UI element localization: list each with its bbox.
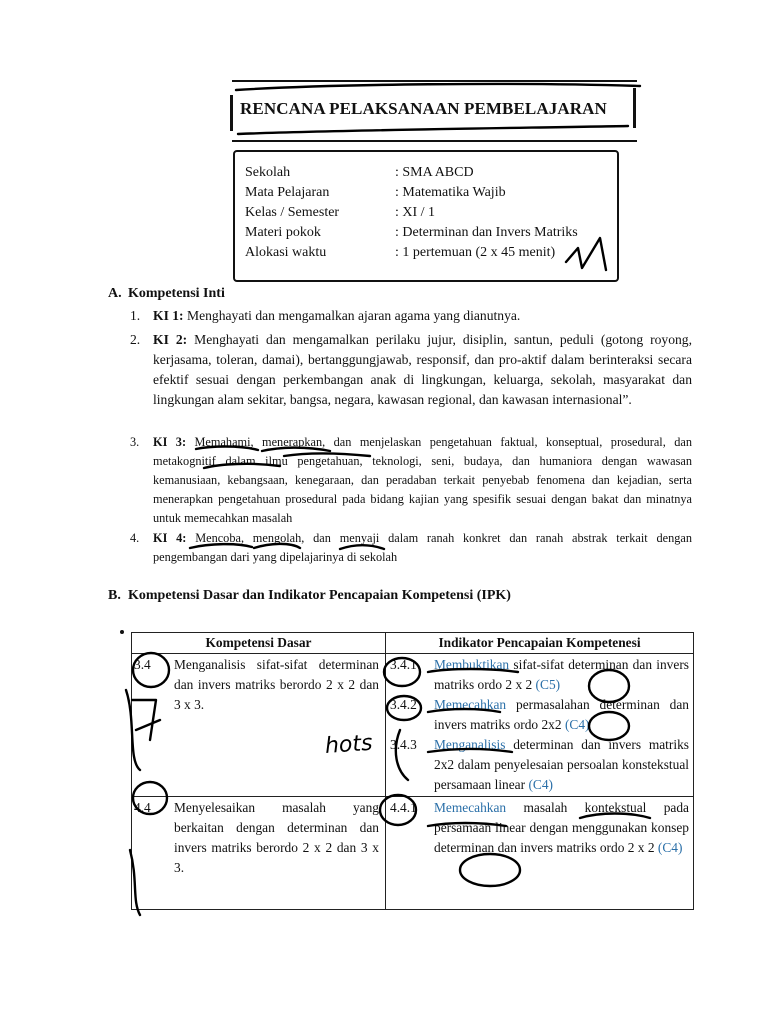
hots-handwriting: hots — [324, 730, 374, 760]
ipk-item — [390, 655, 689, 695]
info-value: : XI / 1 — [395, 205, 436, 220]
table-row — [132, 797, 694, 910]
ki-item-4 — [130, 529, 692, 567]
info-label: Kelas / Semester — [245, 205, 340, 220]
table-header: Kompetensi Dasar — [132, 633, 386, 654]
info-value: : Matematika Wajib — [395, 185, 506, 200]
table-header: Indikator Pencapaian Kompetenesi — [386, 633, 694, 654]
ipk-text: sifat-sifat determinan dan invers matriks ordo 2 x 2 — [434, 657, 689, 692]
ipk-text: permasalahan determinan dan invers matriks ordo 2x2 — [434, 697, 689, 732]
list-number: 4. — [130, 531, 140, 545]
info-label: Materi pokok — [245, 225, 321, 240]
ipk-text: masalah kontekstual pada persamaan linear dengan menggunakan konsep determinan dan invers matriks ordo 2 x 2 — [434, 800, 689, 855]
info-value: : SMA ABCD — [395, 165, 474, 180]
document-title: RENCANA PELAKSANAAN PEMBELAJARAN — [240, 99, 607, 118]
section-a-heading — [108, 286, 225, 302]
kd-cell — [132, 654, 386, 797]
ipk-level: (C4) — [528, 777, 553, 792]
ipk-level: (C4) — [564, 717, 590, 732]
ipk-item — [390, 798, 689, 858]
section-letter: B. — [108, 588, 121, 603]
ipk-text: determinan dan invers matriks 2x2 dalam penyelesaian persoalan konstekstual persamaan linear — [434, 737, 689, 792]
ki-text: Mencoba, mengolah, dan menyaji dalam ranah konkret dan ranah abstrak terkait dengan pengembangan dari yang dipelajarinya di sekolah — [153, 531, 693, 564]
ki-label: KI 1: — [153, 308, 184, 323]
ipk-code: 3.4.2 — [390, 697, 417, 712]
ipk-item — [390, 695, 689, 735]
ipk-verb: Memecahkan — [434, 800, 507, 815]
info-label: Alokasi waktu — [245, 245, 327, 260]
kd-code: 3.4 — [134, 657, 151, 672]
list-number: 3. — [130, 435, 140, 449]
kd-cell — [132, 797, 386, 910]
ipk-code: 4.4.1 — [390, 800, 417, 815]
ki-text: Menghayati dan mengamalkan perilaku jujur, disiplin, santun, peduli (gotong royong, kerjasama, toleran, damai), bertanggungjawab, responsif, dan pro-aktif dalam berinteraksi secara efektif sesuai dengan perkembangan anak di lingkungan, keluarga, sekolah, masyarakat dan lingkungan alam sekitar, bangsa, negara, kawasan regional, dan kawasan internasional”. — [153, 332, 693, 407]
info-label: Sekolah — [245, 165, 291, 180]
ipk-code: 3.4.1 — [390, 657, 417, 672]
list-number: 1. — [130, 308, 141, 323]
info-value: : Determinan dan Invers Matriks — [395, 225, 578, 240]
ki-item-2 — [130, 330, 692, 410]
ki-text: Menghayati dan mengamalkan ajaran agama yang dianutnya. — [187, 308, 521, 323]
kd-code: 4.4 — [134, 800, 151, 815]
ki-label: KI 2: — [153, 332, 188, 347]
info-value: : 1 pertemuan (2 x 45 menit) — [395, 245, 556, 260]
ki-label: KI 3: — [153, 435, 187, 449]
ipk-verb: Menganalisis — [434, 737, 506, 752]
ki-label: KI 4: — [153, 531, 187, 545]
kd-ipk-table — [131, 632, 694, 910]
ipk-verb: Membuktikan — [434, 657, 510, 672]
info-label: Mata Pelajaran — [245, 185, 330, 200]
ipk-level: (C5) — [535, 677, 561, 692]
kd-text: Menganalisis sifat-sifat determinan dan invers matriks berordo 2 x 2 dan 3 x 3. — [174, 657, 379, 712]
section-title: Kompetensi Inti — [128, 286, 225, 301]
section-title: Kompetensi Dasar dan Indikator Pencapaian Kompetensi (IPK) — [128, 588, 511, 603]
handwritten-bracket-left — [230, 95, 233, 131]
kd-text: Menyelesaikan masalah yang berkaitan dengan determinan dan invers matriks berordo 2 x 2 dan 3 x 3. — [174, 800, 379, 875]
ipk-verb: Memecahkan — [434, 697, 507, 712]
handwritten-bracket-right — [633, 88, 636, 128]
ki-item-3 — [130, 433, 692, 528]
section-letter: A. — [108, 286, 122, 301]
table-row — [132, 654, 694, 797]
stray-bullet — [120, 630, 124, 634]
list-number: 2. — [130, 332, 141, 347]
ki-text: Memahami, menerapkan, dan menjelaskan pengetahuan faktual, konseptual, prosedural, dan metakognitif dalam ilmu pengetahuan, teknologi, seni, budaya, dan humaniora dengan wawasan kemanusiaan, kebangsaan, kenegaraan, dan peradaban terkait penyebab fenomena dan kejadian, serta menerapkan pengetahuan prosedural pada bidang kajian yang spesifik sesuai dengan bakat dan minatnya untuk memecahkan masalah — [153, 435, 692, 525]
ki-item-1 — [130, 306, 692, 326]
ipk-code: 3.4.3 — [390, 737, 417, 752]
ipk-item — [390, 735, 689, 795]
ipk-cell — [386, 797, 694, 910]
ipk-level: (C4) — [657, 840, 683, 855]
section-b-heading — [108, 588, 511, 604]
table-header-row — [132, 633, 694, 654]
ipk-cell — [386, 654, 694, 797]
